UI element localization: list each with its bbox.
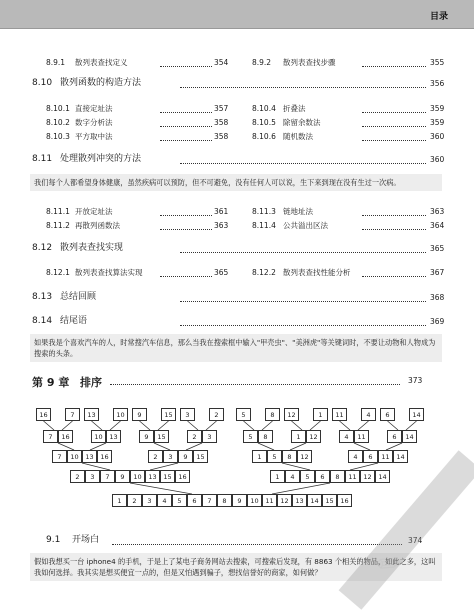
toc-r3-left-page: 358 [214, 118, 229, 127]
level3-cell: 8 [330, 470, 345, 483]
toc-r7-right-title: 散列表查找性能分析 [283, 268, 351, 277]
header-title: 目录 [429, 12, 448, 22]
level2-cell: 3 [163, 450, 178, 463]
toc-r7-right-page: 367 [430, 268, 445, 277]
toc-r3-right-num: 8.10.5 [252, 118, 276, 127]
level3-cell: 14 [375, 470, 390, 483]
toc-9-1-leader [112, 538, 402, 549]
intro-note: 假如我想买一台 iphone4 的手机，于是上了某电子商务网站去搜索，可搜索后发现，有 8863 个相关的物品，如此之多，这叫我如何选择。我其实是想买便宜一点的，但是又怕遇到骗子，想找信誉好的商家，如何做？ [30, 553, 442, 581]
toc-r5-right-page: 363 [430, 207, 445, 216]
level0-cell: 9 [132, 408, 147, 421]
toc-r6-right-num: 8.11.4 [252, 221, 276, 230]
chapter-page: 373 [408, 376, 423, 385]
level2-cell: 4 [348, 450, 363, 463]
level4-cell: 8 [217, 494, 232, 507]
toc-r1-right-page: 355 [430, 58, 445, 67]
toc-r1-right-title: 散列表查找步骤 [283, 58, 336, 67]
level4-cell: 13 [292, 494, 307, 507]
level1-cell: 2 [187, 430, 202, 443]
level1-cell: 10 [91, 430, 106, 443]
level1-cell: 15 [154, 430, 169, 443]
level0-cell: 13 [84, 408, 99, 421]
level1-cell: 12 [306, 430, 321, 443]
level0-cell: 4 [361, 408, 376, 421]
level4-cell: 2 [127, 494, 142, 507]
toc-r5-right-title: 链地址法 [283, 207, 313, 216]
toc-r6-right-page: 364 [430, 221, 445, 230]
level1-cell: 1 [291, 430, 306, 443]
level2-cell: 14 [393, 450, 408, 463]
toc-r2-left-num: 8.10.1 [46, 104, 70, 113]
level4-cell: 5 [172, 494, 187, 507]
toc-r5-right-num: 8.11.3 [252, 207, 276, 216]
level3-cell: 10 [130, 470, 145, 483]
toc-r3-right-title: 除留余数法 [283, 118, 321, 127]
level0-cell: 2 [209, 408, 224, 421]
level4-cell: 1 [112, 494, 127, 507]
toc-s811-title: 处理散列冲突的方法 [60, 154, 142, 164]
toc-r4-left-num: 8.10.3 [46, 132, 70, 141]
level0-cell: 14 [409, 408, 424, 421]
toc-s812-num: 8.12 [32, 243, 53, 253]
level3-cell: 13 [145, 470, 160, 483]
toc-r2-right-page: 359 [430, 104, 445, 113]
toc-r7-right-num: 8.12.2 [252, 268, 276, 277]
toc-r6-left-page: 363 [214, 221, 229, 230]
toc-s813-page: 368 [430, 293, 445, 302]
toc-r6-right-title: 公共溢出区法 [283, 221, 328, 230]
toc-s814-num: 8.14 [32, 316, 53, 326]
level2-cell: 7 [52, 450, 67, 463]
level3-cell: 2 [70, 470, 85, 483]
level3-cell: 12 [360, 470, 375, 483]
level3-cell: 15 [160, 470, 175, 483]
toc-s814-page: 369 [430, 317, 445, 326]
level0-cell: 7 [65, 408, 80, 421]
toc-s814-title: 结尾语 [60, 316, 88, 326]
level0-cell: 12 [284, 408, 299, 421]
toc-r5-left-num: 8.11.1 [46, 207, 70, 216]
toc-r1-left-title: 散列表查找定义 [75, 58, 128, 67]
level4-cell: 4 [157, 494, 172, 507]
level2-cell: 10 [67, 450, 82, 463]
level0-cell: 10 [113, 408, 128, 421]
level1-cell: 8 [258, 430, 273, 443]
level0-cell: 8 [265, 408, 280, 421]
toc-s812-page: 365 [430, 244, 445, 253]
toc-r4-left-title: 平方取中法 [75, 132, 113, 141]
toc-r1-left-page: 354 [214, 58, 229, 67]
level3-cell: 7 [100, 470, 115, 483]
toc-r3-right-page: 359 [430, 118, 445, 127]
level1-cell: 13 [106, 430, 121, 443]
level2-cell: 15 [193, 450, 208, 463]
level1-cell: 11 [354, 430, 369, 443]
level2-cell: 11 [378, 450, 393, 463]
toc-9-1-title: 开场白 [72, 535, 100, 545]
level4-cell: 7 [202, 494, 217, 507]
level4-cell: 15 [322, 494, 337, 507]
toc-r7-left-title: 散列表查找算法实现 [75, 268, 143, 277]
level3-cell: 11 [345, 470, 360, 483]
level4-cell: 12 [277, 494, 292, 507]
level4-cell: 9 [232, 494, 247, 507]
toc-s810-title: 散列函数的构造方法 [60, 78, 142, 88]
level1-cell: 14 [402, 430, 417, 443]
toc-r5-left-title: 开放定址法 [75, 207, 113, 216]
toc-9-1-num: 9.1 [46, 535, 61, 545]
level2-cell: 8 [282, 450, 297, 463]
level2-cell: 2 [148, 450, 163, 463]
toc-r6-left-num: 8.11.2 [46, 221, 70, 230]
level4-cell: 16 [337, 494, 352, 507]
toc-r2-right-title: 折叠法 [283, 104, 306, 113]
level0-cell: 1 [313, 408, 328, 421]
toc-r6-left-title: 再散列函数法 [75, 221, 120, 230]
toc-9-1-page: 374 [408, 536, 423, 545]
toc-r2-left-page: 357 [214, 104, 229, 113]
toc-r7-left-page: 365 [214, 268, 229, 277]
level0-cell: 6 [380, 408, 395, 421]
toc-r4-right-title: 随机数法 [283, 132, 313, 141]
toc-r2-left-title: 直接定址法 [75, 104, 113, 113]
toc-r3-left-num: 8.10.2 [46, 118, 70, 127]
level3-cell: 1 [270, 470, 285, 483]
level2-cell: 16 [97, 450, 112, 463]
toc-r7-left-num: 8.12.1 [46, 268, 70, 277]
level4-cell: 3 [142, 494, 157, 507]
toc-r4-left-page: 358 [214, 132, 229, 141]
level2-cell: 1 [252, 450, 267, 463]
level0-cell: 15 [161, 408, 176, 421]
level1-cell: 3 [202, 430, 217, 443]
toc-s813-num: 8.13 [32, 292, 53, 302]
toc-r3-left-title: 数字分析法 [75, 118, 113, 127]
level4-cell: 14 [307, 494, 322, 507]
toc-r4-right-page: 360 [430, 132, 445, 141]
toc-s811-page: 360 [430, 155, 445, 164]
level0-cell: 3 [180, 408, 195, 421]
toc-s813-title: 总结回顾 [60, 292, 97, 302]
toc-s810-page: 356 [430, 79, 445, 88]
note-health: 我们每个人都希望身体健康，虽然疾病可以预防，但不可避免，没有任何人可以说，生下来到现在没有生过一次病。 [30, 174, 442, 191]
toc-r4-right-num: 8.10.6 [252, 132, 276, 141]
toc-s810-num: 8.10 [32, 78, 53, 88]
level2-cell: 13 [82, 450, 97, 463]
level2-cell: 5 [267, 450, 282, 463]
level4-cell: 6 [187, 494, 202, 507]
level1-cell: 5 [243, 430, 258, 443]
level1-cell: 7 [43, 430, 58, 443]
level0-cell: 11 [332, 408, 347, 421]
chapter-title: 排序 [80, 376, 102, 389]
level3-cell: 3 [85, 470, 100, 483]
toc-r1-right-num: 8.9.2 [252, 58, 272, 67]
level3-cell: 6 [315, 470, 330, 483]
toc-r1-left-num: 8.9.1 [46, 58, 66, 67]
level3-cell: 9 [115, 470, 130, 483]
svg-text:✎: ✎ [369, 543, 413, 586]
toc-s811-num: 8.11 [32, 154, 53, 164]
level2-cell: 12 [297, 450, 312, 463]
toc-s812-title: 散列表查找实现 [60, 243, 124, 253]
note-search: 如果我是个喜欢汽车的人，时常搜汽车信息，那么当我在搜索框中输入"甲壳虫"、"美洲虎"等关键词时，不要让动物和人物成为搜索的头条。 [30, 334, 442, 362]
level2-cell: 6 [363, 450, 378, 463]
level3-cell: 4 [285, 470, 300, 483]
level2-cell: 9 [178, 450, 193, 463]
toc-r2-right-num: 8.10.4 [252, 104, 276, 113]
toc-r5-left-page: 361 [214, 207, 229, 216]
level3-cell: 16 [175, 470, 190, 483]
level1-cell: 16 [58, 430, 73, 443]
level1-cell: 9 [139, 430, 154, 443]
level3-cell: 5 [300, 470, 315, 483]
chapter-number: 第 9 章 [32, 376, 70, 389]
level1-cell: 6 [387, 430, 402, 443]
level0-cell: 16 [36, 408, 51, 421]
level1-cell: 4 [339, 430, 354, 443]
level0-cell: 5 [236, 408, 251, 421]
level4-cell: 10 [247, 494, 262, 507]
level4-cell: 11 [262, 494, 277, 507]
